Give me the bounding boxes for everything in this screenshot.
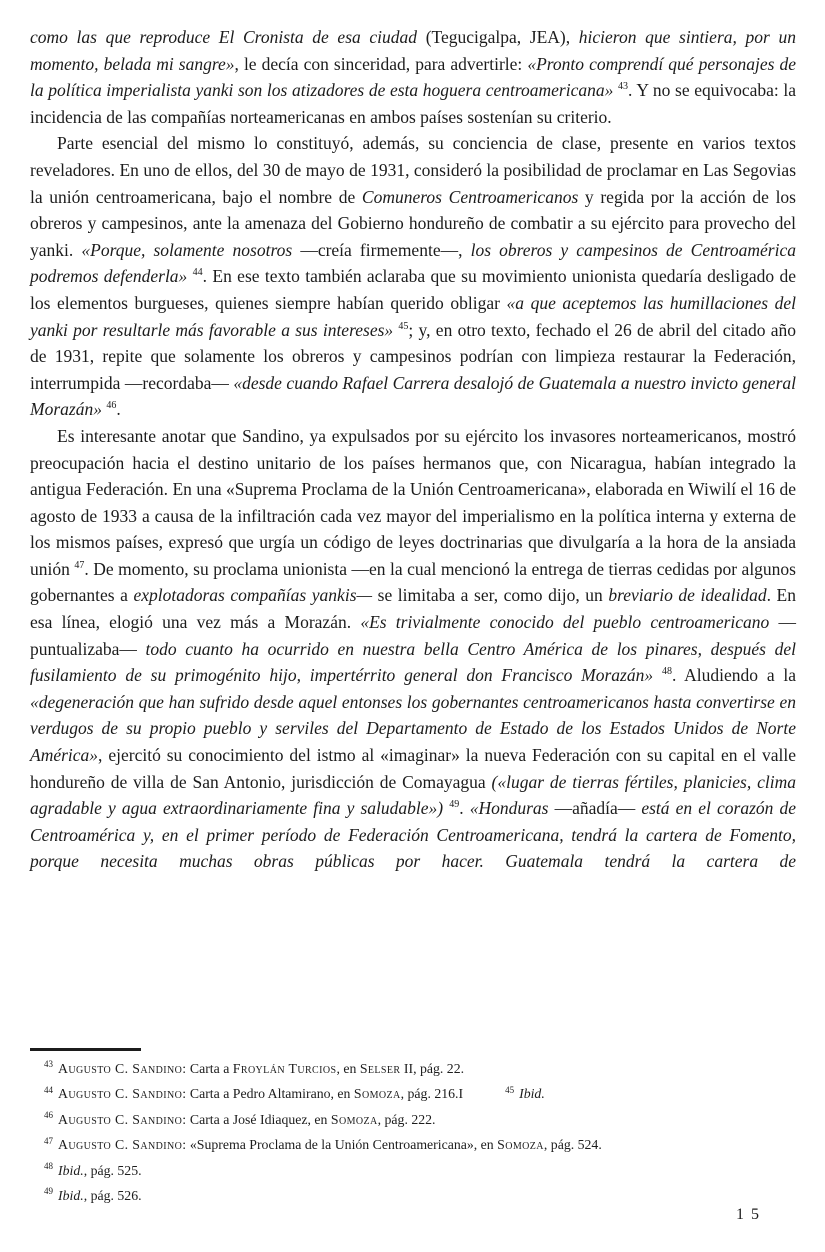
text-segment: II, pág. 22.: [400, 1061, 465, 1076]
text-segment: «Es trivialmente conocido del pueblo centroamericano: [360, 612, 770, 633]
text-segment: los obreros y campesinos de Centroamérica podremos defenderla»: [30, 239, 796, 287]
text-segment: —creía firmemente—,: [292, 239, 471, 260]
footnote-ref: 45: [505, 1084, 515, 1095]
body-paragraph: [30, 24, 796, 130]
text-segment: Ibid.: [58, 1188, 84, 1204]
text-segment: todo cuanto ha ocurrido en nuestra bella Centro América de los pinares, después del fusilamiento de su primogénito hijo, impertérrito general don Francisco Morazán»: [30, 638, 796, 686]
text-segment: —puntualizaba—: [30, 612, 797, 659]
text-segment: Somoza: [330, 1111, 378, 1127]
text-segment: —añadía—: [548, 798, 642, 819]
text-segment: .: [459, 798, 470, 819]
text-segment: , pág. 525.: [83, 1162, 142, 1178]
text-segment: . Y no se equivocaba: la incidencia de las compañías norteamericanas en ambos países sostenían su criterio.: [30, 80, 797, 127]
text-segment: Carta a José Idiaquez, en: [186, 1111, 331, 1127]
footnote-separator: [30, 1048, 141, 1051]
text-segment: Parte esencial del mismo lo constituyó, además, su conciencia de clase, presente en varios textos reveladores. En uno de ellos, del 30 de mayo de 1931, consideró la posibilidad de proclamar en Las Segovias la unión centroamericana, bajo el nombre de: [30, 133, 796, 207]
text-segment: como las que reproduce El Cronista de esa ciudad: [30, 27, 426, 47]
text-segment: breviario de idealidad: [608, 585, 767, 606]
text-segment: . En ese texto también aclaraba que su movimiento unionista quedaría desligado de los elementos burgueses, quienes siempre habían querido obligar: [30, 266, 797, 313]
text-segment: Augusto C. Sandino:: [58, 1111, 187, 1127]
text-segment: Augusto C. Sandino:: [58, 1061, 187, 1076]
footnote-ref: 48: [661, 666, 672, 678]
text-segment: Es interesante anotar que Sandino, ya expulsados por su ejército los invasores norteamericanos, mostró preocupación hacia el destino unitario de los países hermanos que, con Nicaragua, habían integrado la antigua Federación. En una «Suprema Proclama de la Unión Centroamericana», elaborada en Wiwilí el 16 de agosto de 1933 a causa de la infiltración cada vez mayor del imperialismo en la política interna y externa de los mismos países, expresó que urgía un código de leyes doctrinarias que divulgaría a la hora de la ansiada unión: [30, 425, 796, 579]
footnote-ref: 43: [44, 1059, 53, 1070]
text-segment: Ibid.: [58, 1162, 84, 1178]
text-segment: , pág. 216.I: [400, 1086, 464, 1102]
text-segment: «degeneración que han sufrido desde aquel entonses los gobernantes centroamericanos hasta convertirse en verdugos de su propio pueblo y serviles del Departamento de Estado de los Estados Unidos de Norte América»: [30, 691, 796, 766]
text-segment: «Porque, solamente nosotros: [81, 239, 293, 260]
body-text: [30, 24, 796, 875]
footnote-ref: 44: [44, 1084, 53, 1095]
footnote-line: [30, 1132, 796, 1157]
footnote-ref: 44: [192, 267, 203, 279]
footnote-line: [30, 1183, 796, 1208]
footnote-ref: 49: [44, 1186, 53, 1197]
footnote-ref: 48: [44, 1161, 53, 1172]
text-segment: Selser: [359, 1061, 401, 1076]
footnote-ref: 47: [44, 1135, 53, 1146]
footnote-ref: 45: [398, 320, 409, 332]
text-segment: «Suprema Proclama de la Unión Centroamericana», en: [186, 1137, 498, 1153]
footnote-line: [30, 1107, 796, 1132]
text-segment: . De momento, su proclama unionista —en la cual mencionó la entrega de tierras cedidas por algunos gobernantes a: [30, 558, 796, 606]
text-segment: Carta a Pedro Altamirano, en: [186, 1086, 354, 1102]
text-segment: .: [116, 399, 121, 420]
text-segment: , pág. 524.: [543, 1137, 602, 1153]
text-segment: («lugar de tierras fértiles, planicies, clima agradable y agua extraordinariamente fina y saludable»): [30, 771, 796, 819]
footnotes-block: [30, 1056, 796, 1208]
text-segment: Froylán Turcios: [232, 1061, 337, 1076]
page-number: 15: [736, 1206, 766, 1223]
text-segment: . En esa línea, elogió una vez más a Morazán.: [30, 585, 796, 633]
text-segment: , en: [336, 1061, 360, 1076]
text-segment: «a que aceptemos las humillaciones del yanki por resultarle más favorable a sus intereses»: [30, 292, 796, 340]
text-segment: ; y, en otro texto, fechado el 26 de abril del citado año de 1931, repite que solamente los obreros y campesinos podrían con limpieza restaurar la Federación, interrumpida —recordaba—: [30, 319, 796, 393]
footnote-line: [30, 1056, 796, 1081]
text-segment: explotadoras compañías yankis—: [133, 585, 373, 606]
body-paragraph: [30, 130, 796, 423]
footnote-line: [30, 1081, 796, 1106]
text-segment: Augusto C. Sandino:: [58, 1086, 187, 1102]
text-segment: «Pronto comprendí qué personajes de la política imperialista yanki son los atizadores de esta hoguera centroamericana»: [30, 53, 796, 101]
text-segment: , pág. 222.: [377, 1111, 436, 1127]
text-segment: Ibid.: [519, 1086, 545, 1102]
body-paragraph: [30, 423, 796, 875]
text-segment: Somoza: [353, 1086, 401, 1102]
text-segment: . Aludiendo a la: [671, 665, 797, 686]
text-segment: y regida por la acción de los obreros y campesinos, ante la amenaza del Gobierno hondureño de combatir a su ejército para provecho del yanki.: [30, 186, 796, 260]
text-segment: [653, 665, 662, 685]
text-segment: , le decía con sinceridad, para advertirle:: [234, 53, 528, 74]
text-segment: Comuneros Centroamericanos: [361, 186, 579, 207]
text-segment: Carta a: [186, 1061, 233, 1076]
text-segment: «Honduras: [469, 798, 549, 819]
footnote-ref: 47: [74, 560, 85, 572]
text-segment: está en el corazón de Centroamérica y, en el primer período de Federación Centroamericana, tendrá la cartera de Fomento, porque necesita muchas obras públicas por hacer. Guatemala tendrá la cartera de: [30, 798, 797, 872]
text-segment: «desde cuando Rafael Carrera desalojó de Guatemala a nuestro invicto general Morazán»: [30, 372, 796, 420]
footnote-ref: 43: [617, 81, 628, 93]
footnote-ref: 46: [44, 1110, 53, 1121]
text-segment: hicieron que sintiera, por un momento, belada mi sangre»: [30, 27, 796, 74]
footnote-ref: 49: [449, 799, 460, 811]
text-segment: , pág. 526.: [83, 1188, 142, 1204]
text-segment: Augusto C. Sandino:: [58, 1137, 187, 1153]
text-segment: , ejercitó su conocimiento del istmo al «imaginar» la nueva Federación con su capital en el valle hondureño de villa de San Antonio, jurisdicción de Comayagua: [30, 745, 796, 792]
text-segment: (Tegucigalpa, JEA),: [425, 27, 579, 47]
text-segment: se limitaba a ser, como dijo, un: [372, 585, 609, 606]
footnote-ref: 46: [106, 400, 117, 412]
footnote-line: [30, 1158, 796, 1183]
text-segment: Somoza: [497, 1137, 544, 1153]
